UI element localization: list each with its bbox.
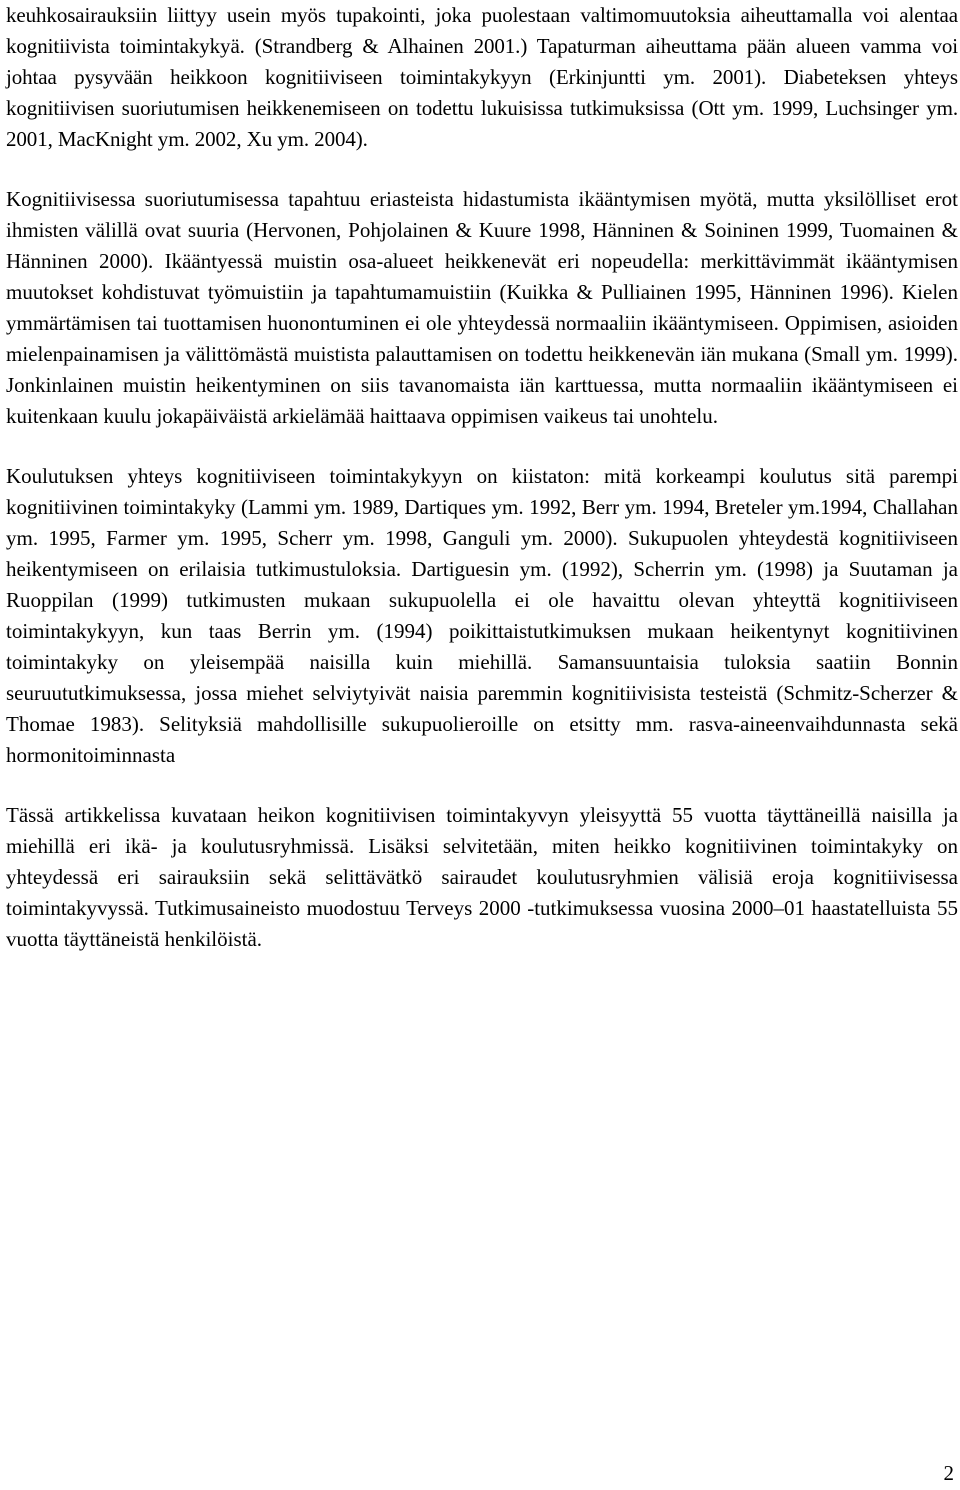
paragraph-risk-factors: keuhkosairauksiin liittyy usein myös tupakointi, joka puolestaan valtimomuutoksia aiheuttamalla voi alentaa kognitiivista toimintakykyä. (Strandberg & Alhainen 2001.) Tapaturman aiheuttama pään alueen vamma voi johtaa pysyvään heikkoon kognitiiviseen toimintakykyyn (Erkinjuntti ym. 2001). Diabeteksen yhteys kognitiivisen suoriutumisen heikkenemiseen on todettu lukuisissa tutkimuksissa (Ott ym. 1999, Luchsinger ym. 2001, MacKnight ym. 2002, Xu ym. 2004). <box>6 3 958 151</box>
paragraph-aging-cognition: Kognitiivisessa suoriutumisessa tapahtuu eriasteista hidastumista ikääntymisen myötä, mutta yksilölliset erot ihmisten välillä ovat suuria (Hervonen, Pohjolainen & Kuure 1998, Hänninen & Soininen 1999, Tuomainen & Hänninen 2000). Ikääntyessä muistin osa-alueet heikkenevät eri nopeudella: merkittävimmät ikääntymisen muutokset kohdistuvat työmuistiin ja tapahtumamuistiin (Kuikka & Pulliainen 1995, Hänninen 1996). Kielen ymmärtämisen tai tuottamisen huonontuminen ei ole yhteydessä normaaliin ikääntymiseen. Oppimisen, asioiden mielenpainamisen ja välittömästä muistista palauttamisen on todettu heikkenevän iän mukana (Small ym. 1999). Jonkinlainen muistin heikentyminen on siis tavanomaista iän karttuessa, mutta normaaliin ikääntymiseen ei kuitenkaan kuulu jokapäiväistä arkielämää haittaava oppimisen vaikeus tai unohtelu. <box>6 187 958 428</box>
paragraph-article-purpose: Tässä artikkelissa kuvataan heikon kognitiivisen toimintakyvyn yleisyyttä 55 vuotta täyttäneillä naisilla ja miehillä eri ikä- ja koulutusryhmissä. Lisäksi selvitetään, miten heikko kognitiivinen toimintakyky on yhteydessä eri sairauksiin sekä selittävätkö sairaudet koulutusryhmien välisiä eroja kognitiivisessa toimintakyvyssä. Tutkimusaineisto muodostuu Terveys 2000 -tutkimuksessa vuosina 2000–01 haastatelluista 55 vuotta täyttäneistä henkilöistä. <box>6 803 958 951</box>
document-page <box>6 0 958 955</box>
page-number: 2 <box>943 1461 954 1485</box>
paragraph-education-gender: Koulutuksen yhteys kognitiiviseen toimintakykyyn on kiistaton: mitä korkeampi koulutus sitä parempi kognitiivinen toimintakyky (Lammi ym. 1989, Dartiques ym. 1992, Berr ym. 1994, Breteler ym.1994, Challahan ym. 1995, Farmer ym. 1995, Scherr ym. 1998, Ganguli ym. 2000). Sukupuolen yhteydestä kognitiiviseen heikentymiseen on erilaisia tutkimustuloksia. Dartiguesin ym. (1992), Scherrin ym. (1998) ja Suutaman ja Ruoppilan (1999) tutkimusten mukaan sukupuolella ei ole havaittu olevan yhteyttä kognitiiviseen toimintakykyyn, kun taas Berrin ym. (1994) poikittaistutkimuksen mukaan heikentynyt kognitiivinen toimintakyky on yleisempää naisilla kuin miehillä. Samansuuntaisia tuloksia saatiin Bonnin seuruututkimuksessa, jossa miehet selviytyivät naisia paremmin kognitiivisista testeistä (Schmitz-Scherzer & Thomae 1983). Selityksiä mahdollisille sukupuolieroille on etsitty mm. rasva-aineenvaihdunnasta sekä hormonitoiminnasta <box>6 464 958 767</box>
